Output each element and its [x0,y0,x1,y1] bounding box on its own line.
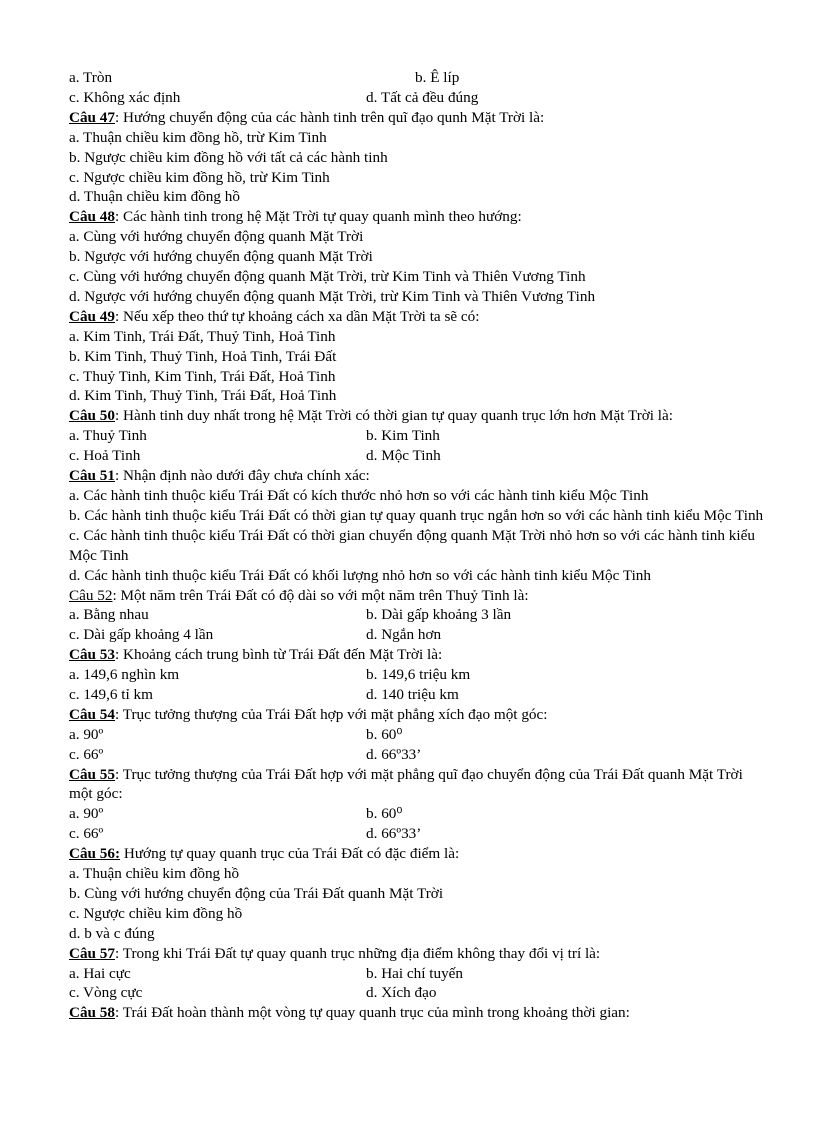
answer-option: d. Ngược với hướng chuyển động quanh Mặt Trời, trừ Kim Tinh và Thiên Vương Tinh [69,287,596,305]
answer-option: d. Các hành tinh thuộc kiểu Trái Đất có khối lượng nhỏ hơn so với các hành tinh kiểu Mộc Tinh [69,566,651,584]
question-line [69,844,769,864]
question-text: : Nếu xếp theo thứ tự khoảng cách xa dần Mặt Trời ta sẽ có: [115,307,480,325]
answer-option: c. Cùng với hướng chuyển động quanh Mặt Trời, trừ Kim Tinh và Thiên Vương Tinh [69,268,586,286]
answer-option: d. Thuận chiều kim đồng hồ [69,188,240,206]
answer-option: d. 140 triệu km [366,685,459,703]
question-line [69,207,769,227]
question-line [69,307,769,327]
question-text: : Các hành tinh trong hệ Mặt Trời tự quay quanh mình theo hướng: [115,208,522,226]
answer-option: a. Tròn [69,69,113,86]
answer-row [69,665,769,685]
answer-option: c. Ngược chiều kim đồng hồ, trừ Kim Tinh [69,168,330,186]
answer-option: d. 66º33’ [366,745,422,763]
answer-option: d. Tất cả đều đúng [366,88,479,106]
answer-row [69,964,769,984]
question-text: : Một năm trên Trái Đất có độ dài so với một năm trên Thuỷ Tinh là: [112,586,529,604]
question-text: : Trái Đất hoàn thành một vòng tự quay quanh trục của mình trong khoảng thời gian: [115,1004,630,1022]
question-text: : Hướng chuyển động của các hành tinh trên quĩ đạo qunh Mặt Trời là: [115,108,545,126]
answer-row [69,725,769,745]
answer-option: c. Ngược chiều kim đồng hồ [69,904,243,922]
answer-option: d. Ngắn hơn [366,626,442,644]
question-text: Hướng tự quay quanh trục của Trái Đất có đặc điểm là: [120,845,460,863]
answer-option: d. Xích đạo [366,984,437,1002]
document-page [69,68,769,1023]
question-number: Câu 53 [69,646,115,664]
question-number: Câu 47 [69,108,115,126]
answer-row [69,685,769,705]
question-line [69,108,769,128]
answer-row [69,88,769,108]
answer-row [69,68,769,88]
question-line [69,705,769,725]
question-line [69,944,769,964]
answer-option: d. 66º33’ [366,825,422,843]
answer-option: c. 149,6 tỉ km [69,685,153,703]
question-number: Câu 57 [69,944,115,962]
answer-option: b. 149,6 triệu km [366,666,471,684]
answer-option: d. b và c đúng [69,924,155,942]
answer-option: c. Dài gấp khoảng 4 lần [69,626,214,644]
question-line [69,406,769,426]
answer-row [69,605,769,625]
answer-option: a. Kim Tinh, Trái Đất, Thuỷ Tinh, Hoả Tinh [69,327,336,345]
answer-option: a. 149,6 nghìn km [69,666,180,684]
answer-option: c. 66º [69,825,104,843]
question-line [69,1003,769,1023]
question-number: Câu 50 [69,407,115,425]
question-text: : Hành tinh duy nhất trong hệ Mặt Trời có thời gian tự quay quanh trục lớn hơn Mặt Trời là: [115,407,673,425]
question-text: : Trong khi Trái Đất tự quay quanh trục những địa điểm không thay đổi vị trí là: [115,944,601,962]
answer-option: b. 60⁰ [366,805,403,823]
answer-option: d. Kim Tinh, Thuỷ Tinh, Trái Đất, Hoả Tinh [69,387,337,405]
answer-row [69,804,769,824]
answer-option: d. Mộc Tinh [366,447,441,465]
question-text: : Trục tưởng thượng của Trái Đất hợp với mặt phẳng xích đạo một góc: [115,705,548,723]
question-text: : Trục tưởng thượng của Trái Đất hợp với mặt phẳng quĩ đạo chuyển động của Trái Đất quanh Mặt Trời một góc: [69,765,743,803]
answer-option: a. Cùng với hướng chuyển động quanh Mặt Trời [69,228,364,246]
answer-option: c. Không xác định [69,88,181,106]
answer-option: c. Thuỷ Tinh, Kim Tinh, Trái Đất, Hoả Tinh [69,367,336,385]
question-number: Câu 54 [69,705,115,723]
answer-option: a. Các hành tinh thuộc kiểu Trái Đất có kích thước nhỏ hơn so với các hành tinh kiểu Mộc Tinh [69,486,649,504]
answer-option: c. Vòng cực [69,984,143,1002]
question-number: Câu 48 [69,208,115,226]
answer-option: a. Hai cực [69,964,131,982]
question-text: : Nhận định nào dưới đây chưa chính xác: [115,467,370,485]
question-line [69,586,769,606]
answer-option: b. Ngược với hướng chuyển động quanh Mặt Trời [69,248,373,266]
question-number: Câu 49 [69,307,115,325]
question-number: Câu 58 [69,1004,115,1022]
answer-option: c. Các hành tinh thuộc kiểu Trái Đất có thời gian chuyển động quanh Mặt Trời nhỏ hơn so với các hành tinh kiểu Mộc Tinh [69,526,755,564]
answer-option: a. Thuận chiều kim đồng hồ [69,865,240,883]
answer-option: c. Hoả Tinh [69,447,141,465]
answer-option: c. 66º [69,745,104,763]
answer-option: b. Hai chí tuyến [366,964,464,982]
answer-option: a. Bằng nhau [69,606,149,624]
question-number: Câu 56: [69,845,121,863]
question-line [69,645,769,665]
answer-option: b. Cùng với hướng chuyển động của Trái Đất quanh Mặt Trời [69,884,444,902]
answer-option: b. Kim Tinh, Thuỷ Tinh, Hoả Tinh, Trái Đất [69,347,337,365]
answer-option: b. Các hành tinh thuộc kiểu Trái Đất có thời gian tự quay quanh trục ngắn hơn so với các hành tinh kiểu Mộc Tinh [69,506,764,524]
answer-option: b. Dài gấp khoảng 3 lần [366,606,512,624]
answer-row [69,625,769,645]
question-number: Câu 55 [69,765,115,783]
answer-option: a. Thuận chiều kim đồng hồ, trừ Kim Tinh [69,128,327,146]
answer-option: b. Ê líp [415,69,460,86]
question-text: : Khoảng cách trung bình từ Trái Đất đến Mặt Trời là: [115,646,443,664]
answer-row [69,446,769,466]
question-line [69,466,769,486]
question-number: Câu 52 [69,586,113,604]
answer-option: a. 90º [69,805,104,823]
answer-option: a. 90º [69,725,104,743]
answer-row [69,426,769,446]
answer-row [69,745,769,765]
answer-row [69,824,769,844]
answer-option: b. 60⁰ [366,725,403,743]
answer-option: b. Kim Tinh [366,427,440,445]
answer-row [69,983,769,1003]
answer-option: b. Ngược chiều kim đồng hồ với tất cả các hành tinh [69,148,388,166]
question-number: Câu 51 [69,467,115,485]
question-line [69,765,769,805]
answer-option: a. Thuỷ Tinh [69,427,147,445]
